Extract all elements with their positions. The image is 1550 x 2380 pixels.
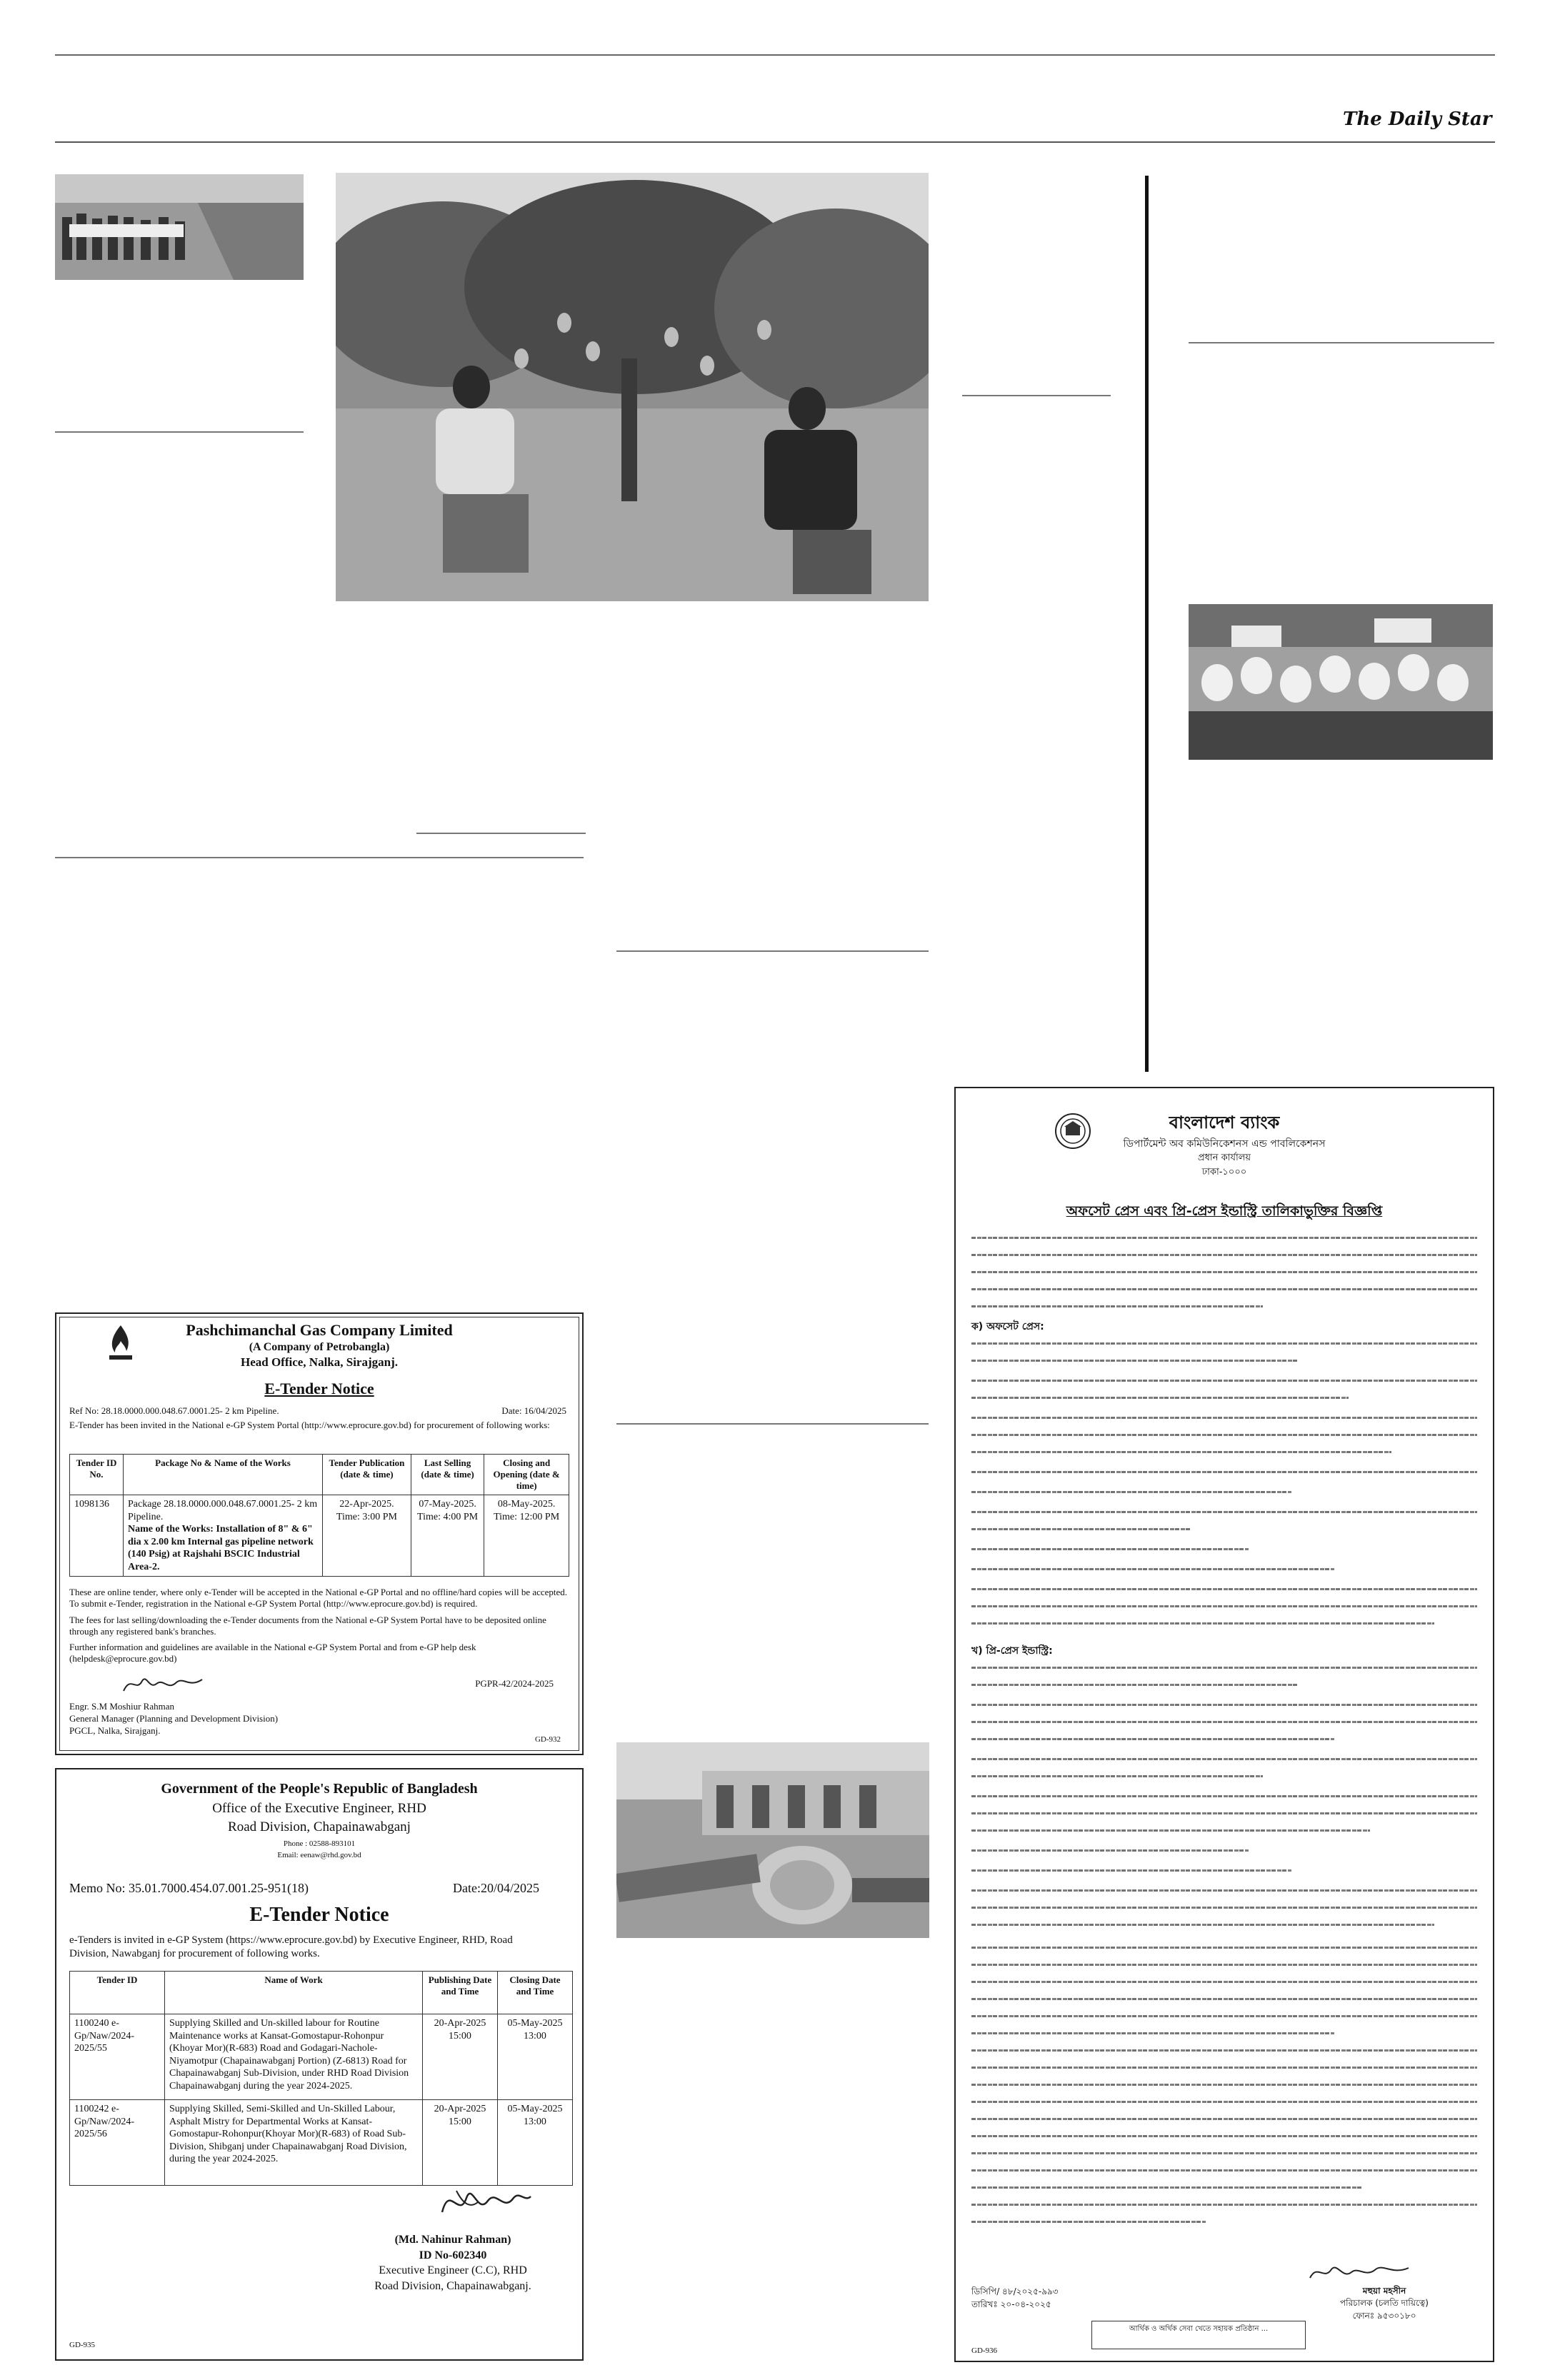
col-rule-f [1189,342,1494,343]
vertical-divider [1145,176,1149,1072]
pgcl-ref: Ref No: 28.18.0000.000.048.67.0001.25- 2 km Pipeline. [69,1405,279,1416]
table-header: Closing and Opening (date & time) [484,1455,569,1495]
pgcl-note: Further information and guidelines are available in the National e-GP System Portal and from e-GP help desk (helpdesk@eprocure.gov.bd) [69,1642,476,1665]
bb-closing-text [971,2045,1477,2231]
masthead-logo: The Daily Star [1343,109,1492,130]
col-rule-d [616,950,929,952]
table-row [70,2100,573,2186]
students-protest-photo [1189,604,1493,760]
publication-date: 22-Apr-2025. Time: 3:00 PM [323,1495,411,1577]
rhd-tender-ad [55,1768,584,2361]
last-selling-date: 07-May-2025. Time: 4:00 PM [411,1495,484,1577]
rhd-tender-table [69,1971,573,2186]
rhd-division: Road Division, Chapainawabganj [228,1819,411,1834]
bb-memo-block [971,2285,1059,2311]
tender-id: 1100240 e-Gp/Naw/2024-2025/55 [70,2014,165,2100]
pgcl-company-name: Pashchimanchal Gas Company Limited [186,1321,453,1339]
rhd-date: Date:20/04/2025 [453,1881,539,1895]
package-no: Package 28.18.0000.000.048.67.0001.25- 2 km Pipeline. [128,1499,318,1522]
mango-orchard-photo [336,173,929,601]
top-rule [55,54,1495,56]
pgcl-tender-table [69,1454,569,1577]
bb-signer-block [1291,2285,1477,2322]
pgcl-intro: E-Tender has been invited in the National e-GP System Portal (http://www.eprocure.gov.bd) for procurement of following works: [69,1420,550,1430]
table-header: Tender ID [70,1972,165,2014]
rhd-signer-block [335,2232,571,2294]
bb-section-b: খ) প্রি-প্রেস ইন্ডাস্ট্রি: [971,1645,1053,1657]
rhd-memo: Memo No: 35.01.7000.454.07.001.25-951(18) [69,1881,309,1895]
masthead-rule [55,141,1495,143]
tender-id: 1098136 [70,1495,124,1577]
table-header-row [70,1972,573,2014]
bb-dept: ডিপার্টমেন্ট অব কমিউনিকেশনস এন্ড পাবলিকেশনস [1123,1138,1326,1150]
bb-section-b-text [971,1662,1477,2062]
bb-memo-date: তারিখঃ ২০-০৪-২০২৫ [971,2299,1051,2309]
pgcl-note: These are online tender, where only e-Tender will be accepted in the National e-GP Portal and no offline/hard copies will be accepted. To submit e-Tender, registration in the National e-GP System Portal (http://www.eprocure.gov.bd) is required. [69,1587,568,1610]
col1-rule [55,431,304,433]
pgcl-date: Date: 16/04/2025 [501,1405,566,1416]
protest-riverbank-photo [55,174,304,280]
pgcl-note: The fees for last selling/downloading the e-Tender documents from the National e-GP System Portal have to be deposited online through any registered bank's branches. [69,1614,546,1637]
pgcl-signer-title: General Manager (Planning and Development Division) [69,1712,279,1724]
pgcl-code: GD-932 [534,1735,561,1744]
bb-memo: ডিসিপি/ ৪৮/২০২৫-৯৯৩ [971,2286,1059,2296]
pgcl-office: Head Office, Nalka, Sirajganj. [240,1355,399,1369]
bb-code: GD-936 [971,2346,998,2355]
table-header-row [70,1455,569,1495]
bb-signature [1306,2259,1413,2285]
rhd-phone: Phone : 02588-893101 [283,1839,356,1848]
bb-footer-box [1091,2321,1306,2349]
table-header: Last Selling (date & time) [411,1455,484,1495]
work-name: Supplying Skilled, Semi-Skilled and Un-Skilled Labour, Asphalt Mistry for Departmental Works at Kansat-Gomostapur-Rohonpur(Khoyar Mor)(R-683) of Road Sub-Division, Shibganj under Chapainawabganj Road Division, during the year 2024-2025. [165,2100,423,2186]
pgcl-tender-ad [55,1312,584,1755]
table-header: Name of Work [165,1972,423,2014]
pgcl-signer: Engr. S.M Moshiur Rahman [69,1701,174,1712]
publishing-date: 20-Apr-2025 15:00 [423,2014,498,2100]
package-cell [124,1495,323,1577]
rhd-office: Office of the Executive Engineer, RHD [212,1801,426,1816]
col-rule-c [55,857,584,858]
bb-footer-text: আর্থিক ও অর্থিক সেবা খেতে সহায়ক প্রতিষ্ঠান ... [1129,2325,1269,2333]
bb-signer-title: পরিচালক (চলতি দায়িত্বে) [1340,2298,1429,2309]
rhd-id: ID No-602340 [419,2249,487,2261]
bb-phone: ফোনঃ ৯৫৩০১৮০ [1352,2310,1416,2321]
rhd-intro: e-Tenders is invited in e-GP System (https://www.eprocure.gov.bd) by Executive Engineer, RHD, Road Division, Nawabganj for procurement of following works. [69,1934,513,1959]
bb-office: প্রধান কার্যালয় [1197,1153,1251,1163]
bangladesh-bank-ad [954,1087,1494,2362]
bb-intro-text [971,1232,1477,1318]
table-header: Package No & Name of the Works [124,1455,323,1495]
pgcl-signer-org: PGCL, Nalka, Sirajganj. [69,1724,161,1736]
rhd-email: Email: eenaw@rhd.gov.bd [277,1851,361,1859]
table-row [70,1495,569,1577]
rhd-code: GD-935 [69,2341,96,2349]
works-name: Name of the Works: Installation of 8" & 6" dia x 2.00 km Internal gas pipeline network (140 Psig) at Rajshahi BSCIC Industrial Area-2. [128,1524,314,1572]
rhd-signer: (Md. Nahinur Rahman) [394,2234,511,2246]
closing-date: 08-May-2025. Time: 12:00 PM [484,1495,569,1577]
rhd-title: E-Tender Notice [249,1904,389,1926]
col-rule-a [962,395,1111,396]
col-rule-b [416,833,586,834]
closing-date: 05-May-2025 13:00 [498,2014,573,2100]
rhd-gov: Government of the People's Republic of Bangladesh [161,1781,478,1797]
table-row [70,2014,573,2100]
table-header: Closing Date and Time [498,1972,573,2014]
closing-date: 05-May-2025 13:00 [498,2100,573,2186]
publishing-date: 20-Apr-2025 15:00 [423,2100,498,2186]
work-name: Supplying Skilled and Un-skilled labour for Routine Maintenance works at Kansat-Gomostapur-Rohonpur (Khoyar Mor)(R-683) Road and Godagari-Nachole-Niyamotpur (Chapainawabganj Portion) (Z-6813) Road for Chapainawabganj Sub-Division, under RHD Road Division Chapainawabganj during the year 2024-2025. [165,2014,423,2100]
pgcl-signature [121,1671,206,1697]
table-header: Tender Publication (date & time) [323,1455,411,1495]
pgcl-subtitle: (A Company of Petrobangla) [249,1341,390,1353]
tender-id: 1100242 e-Gp/Naw/2024-2025/56 [70,2100,165,2186]
bb-section-a: ক) অফসেট প্রেস: [971,1321,1044,1332]
rhd-signer-org: Road Division, Chapainawabganj. [374,2279,531,2292]
pgcl-notes [69,1587,569,1665]
pgcl-pgpr: PGPR-42/2024-2025 [475,1678,554,1689]
bb-signer: মহুয়া মহসীন [1362,2286,1406,2296]
table-header: Publishing Date and Time [423,1972,498,2014]
felled-trees-photo [616,1742,929,1938]
table-header: Tender ID No. [70,1455,124,1495]
pgcl-title: E-Tender Notice [264,1380,374,1397]
bb-city: ঢাকা-১০০০ [1201,1167,1247,1178]
rhd-signature [435,2176,535,2226]
bb-name: বাংলাদেশ ব্যাংক [1169,1113,1280,1133]
col-rule-e [616,1423,929,1425]
pgcl-signer-block [69,1701,278,1737]
bb-title: অফসেট প্রেস এবং প্রি-প্রেস ইন্ডাস্ট্রি তালিকাভুক্তির বিজ্ঞপ্তি [1066,1203,1383,1219]
rhd-signer-title: Executive Engineer (C.C), RHD [379,2264,527,2277]
